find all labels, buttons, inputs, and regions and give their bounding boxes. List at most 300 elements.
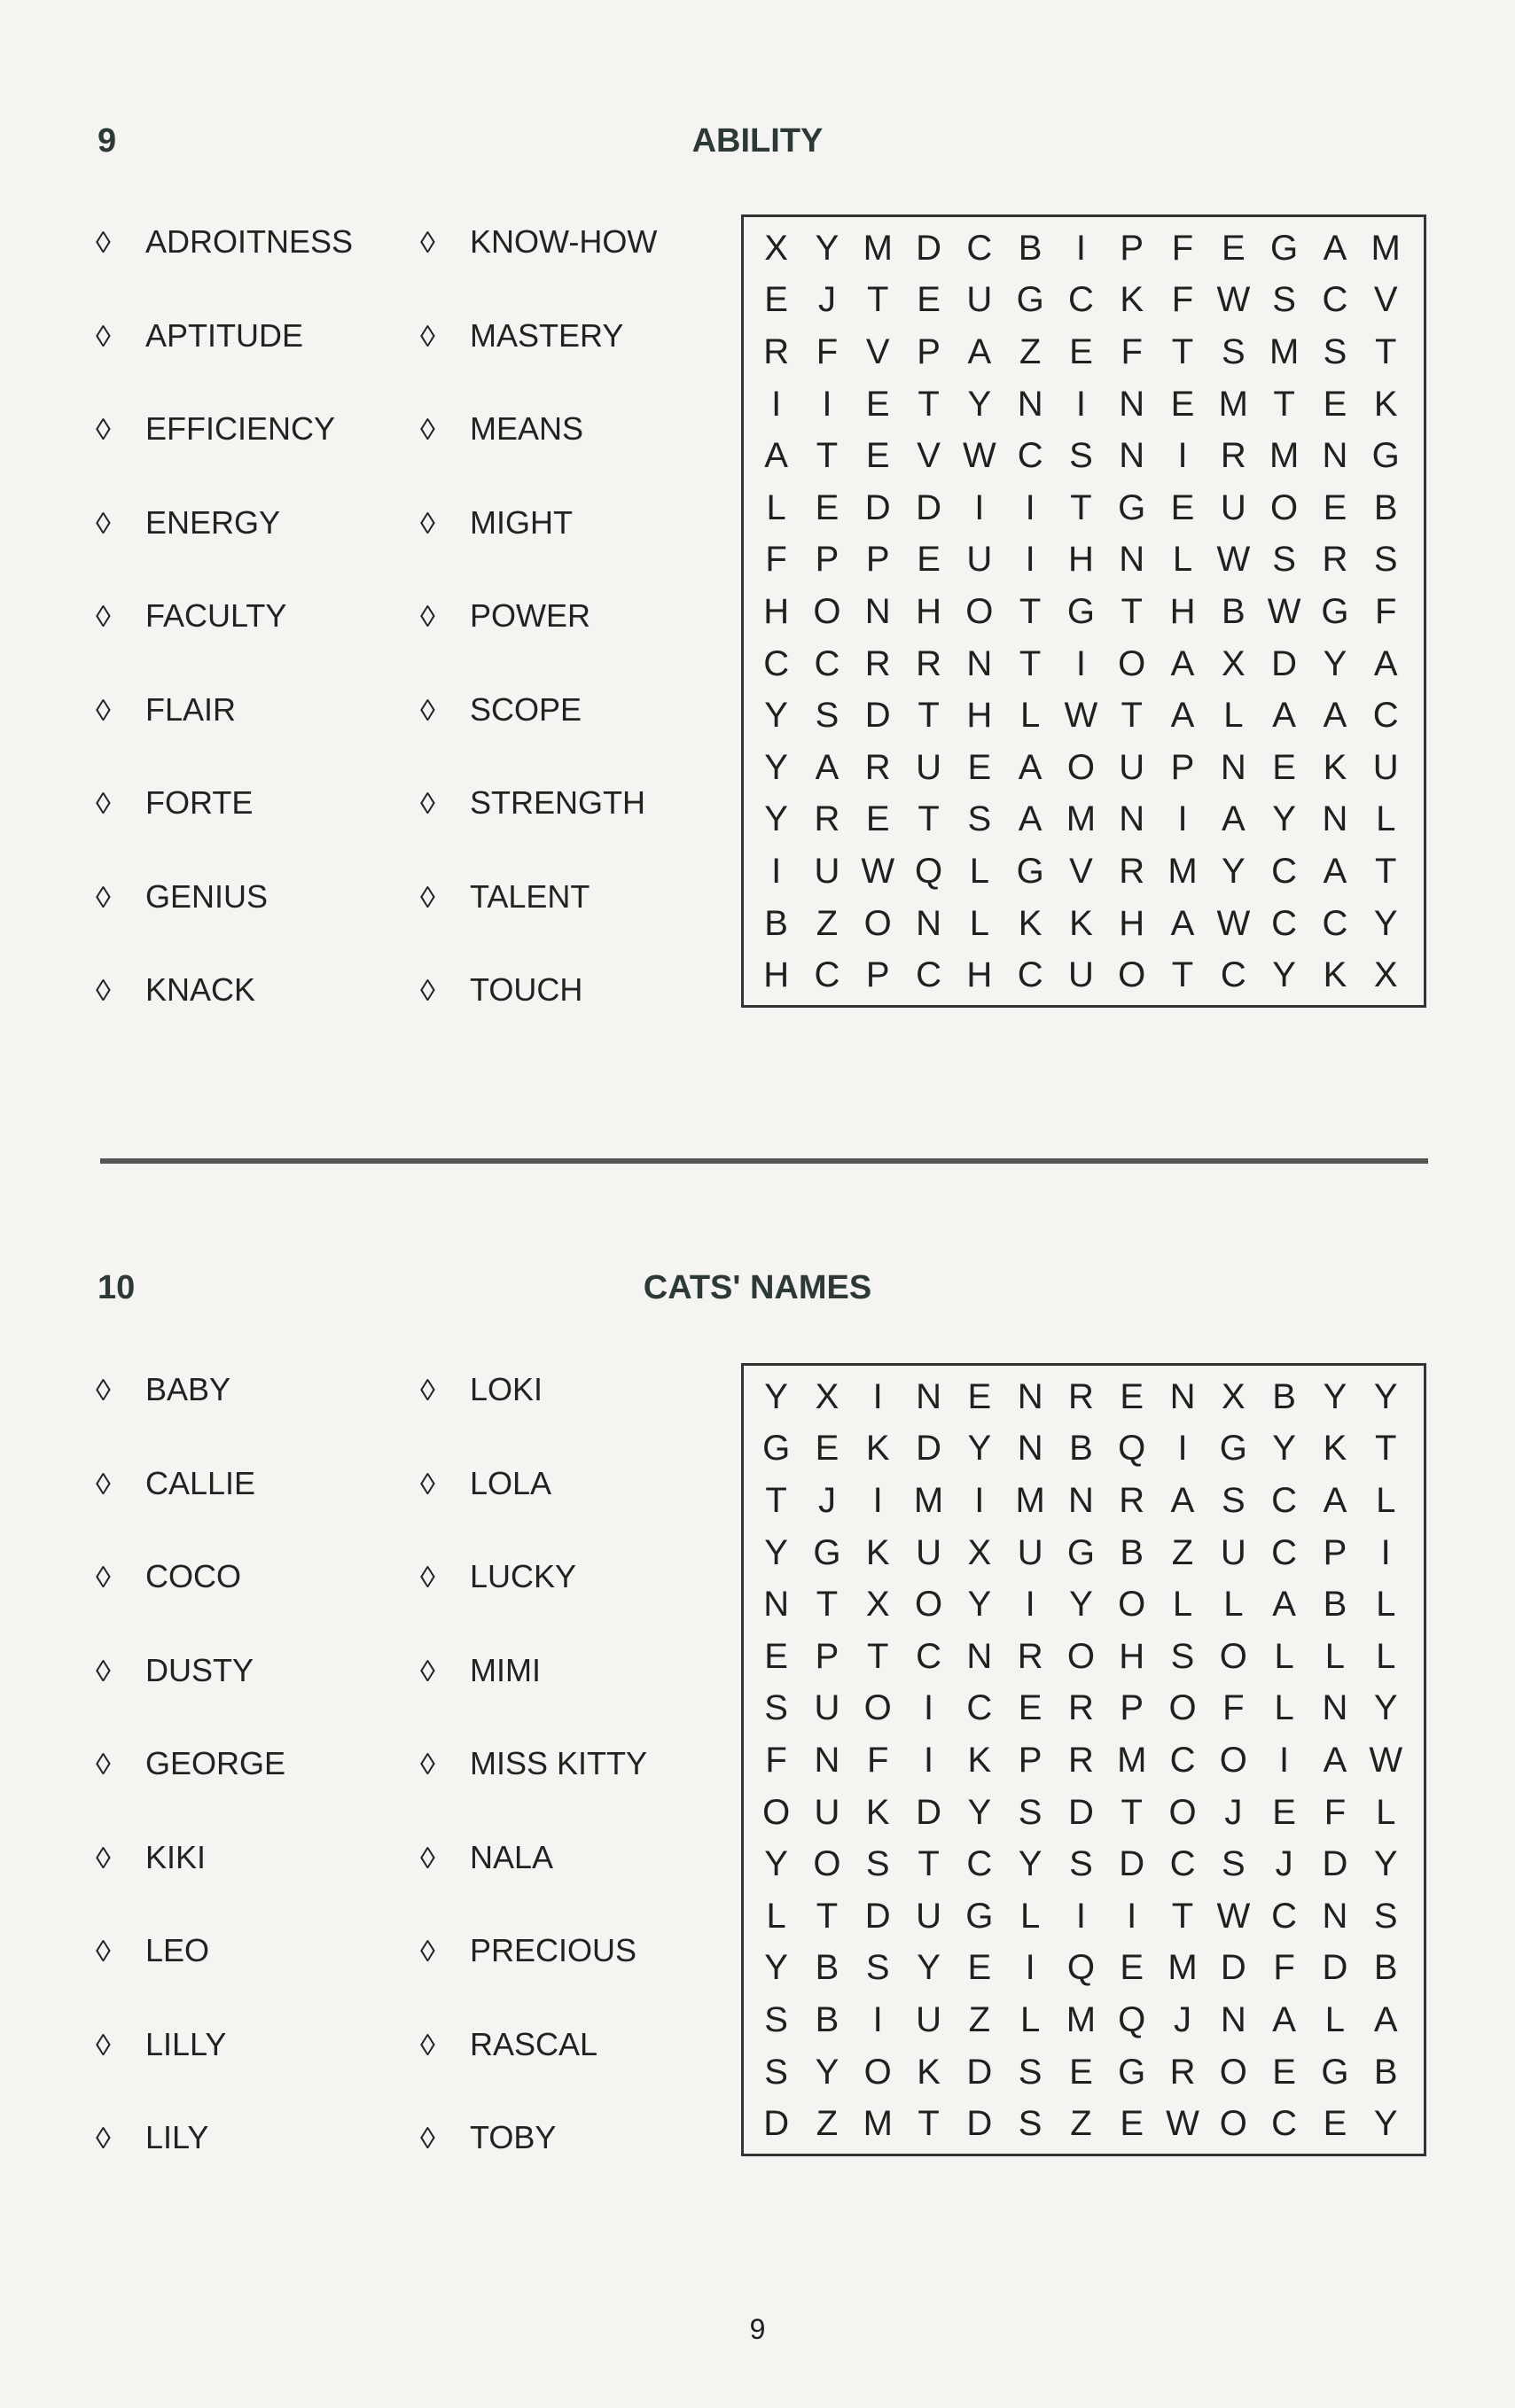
grid-letter: W (1216, 903, 1251, 943)
grid-letter: X (865, 1585, 890, 1625)
word-text: BABY (145, 1371, 231, 1407)
grid-letter: Y (1018, 1844, 1043, 1884)
grid-letter: F (1324, 1792, 1347, 1832)
word-text: GENIUS (145, 877, 269, 915)
grid-letter: L (1172, 540, 1193, 580)
puzzle-title: CATS' NAMES (643, 1269, 872, 1306)
grid-letter: N (1017, 1376, 1043, 1416)
grid-letter: E (1323, 384, 1347, 424)
grid-letter: Y (764, 1532, 788, 1572)
grid-row (751, 742, 1420, 794)
grid-letter: F (1273, 1948, 1295, 1988)
grid-letter: U (1220, 1532, 1246, 1572)
word-text: FORTE (145, 784, 254, 821)
grid-letter: N (1220, 1999, 1246, 2039)
grid-letter: O (1168, 1688, 1197, 1728)
word-text: ADROITNESS (145, 223, 354, 260)
grid-row (751, 1787, 1420, 1839)
grid-letter: L (1376, 1585, 1396, 1625)
word-text: RASCAL (470, 2025, 598, 2062)
grid-letter: E (1323, 487, 1347, 527)
grid-letter: K (917, 2052, 941, 2092)
grid-row (751, 430, 1420, 482)
grid-letter: G (1371, 436, 1400, 476)
word-list-item (420, 691, 582, 729)
word-text: GEORGE (145, 1745, 286, 1781)
grid-letter: N (1119, 799, 1145, 839)
word-list-item (420, 1745, 647, 1782)
grid-letter: C (814, 643, 840, 683)
grid-letter: N (814, 1740, 840, 1780)
grid-letter: Y (1373, 2104, 1398, 2144)
grid-letter: V (865, 331, 890, 371)
grid-letter: N (1322, 1688, 1348, 1728)
grid-letter: G (762, 1429, 791, 1469)
grid-letter: D (966, 2104, 993, 2144)
grid-letter: T (1019, 591, 1042, 631)
grid-letter: N (966, 643, 993, 683)
grid-letter: S (865, 1948, 890, 1988)
grid-letter: D (1119, 1844, 1145, 1884)
grid-letter: C (1271, 1480, 1298, 1520)
grid-letter: N (864, 591, 891, 631)
diamond-bullet-icon: ◊ (420, 506, 435, 541)
grid-letter: K (1018, 903, 1043, 943)
grid-letter: E (1069, 2052, 1093, 2092)
grid-letter: H (916, 591, 941, 631)
grid-letter: B (1373, 2052, 1398, 2092)
grid-letter: P (1018, 1740, 1043, 1780)
grid-letter: N (916, 903, 941, 943)
word-list-item (96, 504, 280, 542)
grid-letter: I (1025, 487, 1035, 527)
grid-letter: E (1120, 1376, 1144, 1416)
diamond-bullet-icon: ◊ (96, 787, 111, 821)
grid-letter: H (1169, 591, 1196, 631)
grid-letter: Y (1221, 851, 1246, 891)
grid-letter: I (1075, 1896, 1086, 1936)
grid-row (751, 1683, 1420, 1735)
grid-letter: H (1119, 1636, 1145, 1676)
grid-letter: G (1066, 591, 1095, 631)
grid-letter: A (1018, 747, 1043, 787)
grid-letter: D (916, 1792, 941, 1832)
grid-letter: L (1376, 1636, 1396, 1676)
grid-letter: L (1376, 1792, 1396, 1832)
grid-letter: Y (1373, 903, 1398, 943)
grid-letter: C (966, 1844, 993, 1884)
grid-row (751, 690, 1420, 742)
word-text: NALA (470, 1838, 554, 1875)
grid-letter: O (1219, 2052, 1247, 2092)
grid-letter: A (1323, 696, 1347, 736)
grid-letter: R (1169, 2052, 1196, 2092)
grid-letter: T (1171, 955, 1194, 995)
word-list-item (420, 971, 582, 1009)
grid-letter: I (771, 851, 782, 891)
grid-letter: I (1177, 436, 1188, 476)
grid-letter: C (1271, 903, 1298, 943)
word-list-item (420, 2026, 597, 2063)
word-list-item (420, 1558, 576, 1595)
grid-letter: N (1017, 1429, 1043, 1469)
word-list-item (420, 878, 590, 916)
diamond-bullet-icon: ◊ (96, 319, 111, 354)
grid-letter: O (813, 591, 841, 631)
word-list-item (420, 1371, 543, 1408)
grid-letter: R (1067, 1376, 1094, 1416)
grid-letter: C (1271, 2104, 1298, 2144)
grid-letter: I (1025, 540, 1035, 580)
grid-letter: Z (1070, 2104, 1092, 2144)
puzzle-title: ABILITY (691, 122, 824, 160)
grid-letter: B (815, 1948, 839, 1988)
grid-letter: H (966, 696, 993, 736)
grid-letter: C (1169, 1844, 1196, 1884)
grid-row (751, 1578, 1420, 1631)
grid-letter: B (764, 903, 788, 943)
diamond-bullet-icon: ◊ (420, 226, 435, 260)
grid-letter: A (1373, 1999, 1398, 2039)
grid-letter: L (1376, 799, 1396, 839)
grid-letter: D (864, 487, 891, 527)
grid-letter: F (867, 1740, 889, 1780)
grid-letter: Y (1272, 1429, 1296, 1469)
grid-letter: E (1272, 1792, 1296, 1832)
grid-letter: T (1273, 384, 1295, 424)
grid-row (751, 222, 1420, 275)
grid-letter: D (1322, 1844, 1348, 1884)
diamond-bullet-icon: ◊ (420, 1561, 435, 1594)
grid-letter: L (1324, 1636, 1346, 1676)
grid-letter: B (1221, 591, 1246, 631)
grid-letter: F (816, 331, 839, 371)
grid-letter: H (966, 955, 993, 995)
grid-letter: M (1066, 799, 1097, 839)
grid-letter: F (1222, 1688, 1245, 1728)
diamond-bullet-icon: ◊ (96, 600, 111, 634)
grid-letter: E (1170, 384, 1195, 424)
grid-letter: U (1119, 747, 1145, 787)
grid-letter: R (1017, 1636, 1043, 1676)
grid-letter: H (763, 955, 790, 995)
grid-letter: O (762, 1792, 791, 1832)
grid-letter: Y (1373, 1688, 1398, 1728)
grid-letter: L (766, 487, 786, 527)
grid-letter: L (1274, 1688, 1294, 1728)
grid-letter: L (969, 903, 989, 943)
grid-letter: P (1120, 1688, 1144, 1728)
diamond-bullet-icon: ◊ (96, 1841, 111, 1875)
grid-letter: L (1223, 696, 1244, 736)
grid-letter: Y (764, 1844, 788, 1884)
grid-letter: Q (1118, 1999, 1146, 2039)
grid-letter: A (1170, 903, 1195, 943)
grid-letter: I (872, 1480, 883, 1520)
grid-letter: A (764, 436, 788, 476)
word-text: CALLIE (145, 1464, 256, 1501)
grid-letter: O (1118, 643, 1146, 683)
grid-letter: N (1220, 747, 1246, 787)
word-list-item (420, 2119, 556, 2156)
grid-letter: A (1323, 228, 1347, 268)
word-text: PRECIOUS (470, 1932, 637, 1968)
word-list-item (96, 410, 335, 448)
grid-letter: V (1069, 851, 1093, 891)
grid-letter: P (815, 540, 839, 580)
grid-letter: H (1067, 540, 1094, 580)
word-text: TALENT (470, 877, 590, 915)
grid-letter: T (918, 1844, 940, 1884)
grid-letter: A (967, 331, 992, 371)
word-list-item (96, 784, 253, 822)
word-text: LILLY (145, 2025, 227, 2062)
diamond-bullet-icon: ◊ (96, 880, 111, 915)
grid-letter: P (1323, 1532, 1347, 1572)
grid-letter: I (1177, 799, 1188, 839)
grid-letter: N (1017, 384, 1043, 424)
grid-letter: Y (1323, 1376, 1347, 1416)
grid-letter: W (1166, 2104, 1199, 2144)
word-list-item (96, 1652, 254, 1689)
grid-letter: B (1272, 1376, 1296, 1416)
grid-row (751, 1994, 1420, 2046)
word-text: FACULTY (145, 597, 287, 634)
grid-letter: I (1279, 1740, 1290, 1780)
grid-letter: A (1018, 799, 1043, 839)
word-text: COCO (145, 1558, 241, 1594)
grid-letter: X (815, 1376, 839, 1416)
grid-letter: I (974, 1480, 985, 1520)
grid-letter: L (1020, 696, 1041, 736)
diamond-bullet-icon: ◊ (96, 413, 111, 447)
grid-letter: O (1118, 1585, 1146, 1625)
word-text: KNACK (145, 971, 256, 1008)
puzzle-number: 10 (98, 1269, 136, 1306)
word-list-item (96, 971, 255, 1009)
grid-letter: B (1373, 1948, 1398, 1988)
grid-letter: O (863, 1688, 892, 1728)
grid-letter: E (865, 436, 890, 476)
grid-letter: O (1066, 747, 1095, 787)
grid-letter: E (967, 1376, 992, 1416)
grid-letter: D (916, 228, 941, 268)
grid-letter: S (1373, 1896, 1398, 1936)
grid-letter: R (864, 747, 891, 787)
grid-letter: D (1322, 1948, 1348, 1988)
grid-letter: Q (1066, 1948, 1095, 1988)
grid-letter: L (1223, 1585, 1244, 1625)
grid-letter: D (1220, 1948, 1246, 1988)
grid-letter: B (1018, 228, 1043, 268)
grid-letter: M (1117, 1740, 1147, 1780)
grid-letter: N (1322, 799, 1348, 839)
section-divider (100, 1158, 1428, 1164)
grid-letter: S (1373, 540, 1398, 580)
grid-letter: U (814, 851, 840, 891)
grid-letter: G (1219, 1429, 1247, 1469)
word-list-item (420, 317, 623, 355)
grid-row (751, 1838, 1420, 1890)
grid-letter: E (967, 747, 992, 787)
grid-letter: T (1374, 331, 1397, 371)
grid-letter: O (1066, 1636, 1095, 1676)
grid-letter: R (1067, 1740, 1094, 1780)
grid-letter: O (1118, 955, 1146, 995)
word-list-item (96, 1839, 206, 1876)
grid-letter: Z (816, 2104, 839, 2144)
grid-letter: L (969, 851, 989, 891)
grid-letter: A (1272, 1999, 1296, 2039)
grid-row (751, 949, 1420, 1001)
grid-letter: C (1322, 280, 1348, 320)
grid-letter: S (1221, 331, 1246, 371)
grid-letter: Y (764, 1948, 788, 1988)
grid-letter: F (765, 540, 787, 580)
grid-letter: B (1373, 487, 1398, 527)
grid-letter: D (864, 696, 891, 736)
grid-letter: S (764, 2052, 788, 2092)
grid-letter: O (1168, 1792, 1197, 1832)
grid-letter: A (1272, 1585, 1296, 1625)
grid-letter: W (861, 851, 895, 891)
grid-row (751, 482, 1420, 534)
grid-letter: R (763, 331, 790, 371)
grid-letter: J (817, 1480, 836, 1520)
grid-letter: N (1119, 384, 1145, 424)
grid-letter: A (1170, 643, 1195, 683)
diamond-bullet-icon: ◊ (96, 1935, 111, 1968)
grid-letter: L (766, 1896, 786, 1936)
grid-row (751, 378, 1420, 431)
grid-letter: V (1373, 280, 1398, 320)
word-text: POWER (470, 597, 591, 634)
grid-letter: O (1219, 1740, 1247, 1780)
grid-letter: I (1177, 1429, 1188, 1469)
puzzle-number: 9 (98, 122, 117, 160)
grid-letter: P (1120, 228, 1144, 268)
grid-letter: W (1216, 1896, 1251, 1936)
grid-letter: T (867, 280, 889, 320)
word-list-item (420, 410, 583, 448)
diamond-bullet-icon: ◊ (96, 1561, 111, 1594)
grid-letter: F (1171, 228, 1194, 268)
grid-letter: Y (1272, 799, 1296, 839)
grid-letter: A (1170, 696, 1195, 736)
grid-row (751, 638, 1420, 690)
page-number: 9 (749, 2313, 766, 2345)
word-text: LUCKY (470, 1558, 577, 1594)
grid-letter: G (1270, 228, 1299, 268)
grid-letter: P (865, 540, 890, 580)
grid-letter: P (917, 331, 941, 371)
grid-letter: U (1017, 1532, 1043, 1572)
grid-letter: T (918, 384, 940, 424)
grid-letter: Q (1118, 1429, 1146, 1469)
grid-letter: C (1271, 851, 1298, 891)
grid-row (751, 1734, 1420, 1787)
grid-letter: I (923, 1740, 934, 1780)
grid-letter: O (1219, 1636, 1247, 1676)
grid-letter: C (966, 228, 993, 268)
word-list-item (420, 1932, 636, 1969)
grid-letter: W (962, 436, 996, 476)
grid-letter: O (914, 1585, 943, 1625)
grid-letter: N (966, 1636, 993, 1676)
grid-letter: U (916, 1896, 941, 1936)
grid-letter: C (1169, 1740, 1196, 1780)
grid-letter: Z (1171, 1532, 1194, 1572)
grid-letter: M (913, 1480, 944, 1520)
grid-letter: G (813, 1532, 841, 1572)
grid-letter: A (1323, 851, 1347, 891)
grid-letter: J (817, 280, 836, 320)
grid-letter: I (923, 1688, 934, 1728)
word-list-item (420, 223, 657, 261)
grid-letter: S (1221, 1480, 1246, 1520)
grid-letter: E (1272, 747, 1296, 787)
word-list-item (96, 1465, 255, 1502)
grid-letter: I (974, 487, 985, 527)
diamond-bullet-icon: ◊ (420, 1654, 435, 1688)
grid-letter: K (1069, 903, 1093, 943)
grid-letter: U (916, 1532, 941, 1572)
grid-letter: J (1275, 1844, 1293, 1884)
grid-letter: I (872, 1376, 883, 1416)
grid-row (751, 275, 1420, 327)
grid-letter: M (1269, 331, 1300, 371)
grid-letter: T (816, 1585, 839, 1625)
grid-letter: O (1270, 487, 1299, 527)
diamond-bullet-icon: ◊ (96, 1374, 111, 1407)
grid-letter: M (863, 2104, 893, 2144)
grid-letter: B (815, 1999, 839, 2039)
grid-letter: D (916, 1429, 941, 1469)
grid-letter: E (815, 1429, 839, 1469)
grid-row (751, 846, 1420, 898)
grid-letter: Y (967, 1585, 992, 1625)
word-list-item (96, 317, 303, 355)
grid-letter: C (1322, 903, 1348, 943)
grid-letter: S (764, 1999, 788, 2039)
grid-letter: E (1323, 2104, 1347, 2144)
grid-letter: G (1118, 2052, 1146, 2092)
word-text: LOLA (470, 1464, 552, 1501)
word-list-item (96, 1371, 230, 1408)
grid-letter: G (1016, 280, 1044, 320)
grid-letter: C (1220, 955, 1246, 995)
grid-letter: C (1372, 696, 1399, 736)
grid-row (751, 2098, 1420, 2150)
diamond-bullet-icon: ◊ (420, 2122, 435, 2155)
grid-letter: D (966, 2052, 993, 2092)
grid-letter: P (865, 955, 890, 995)
grid-letter: M (1371, 228, 1401, 268)
grid-letter: K (1323, 955, 1347, 995)
grid-letter: I (822, 384, 832, 424)
grid-letter: K (1323, 1429, 1347, 1469)
grid-row (751, 1943, 1420, 1995)
diamond-bullet-icon: ◊ (420, 1841, 435, 1875)
grid-letter: G (1321, 2052, 1349, 2092)
diamond-bullet-icon: ◊ (420, 974, 435, 1008)
grid-letter: I (872, 1999, 883, 2039)
grid-letter: Y (1373, 1376, 1398, 1416)
grid-letter: J (1224, 1792, 1243, 1832)
grid-letter: M (1269, 436, 1300, 476)
diamond-bullet-icon: ◊ (420, 1935, 435, 1968)
grid-letter: I (1025, 1585, 1035, 1625)
